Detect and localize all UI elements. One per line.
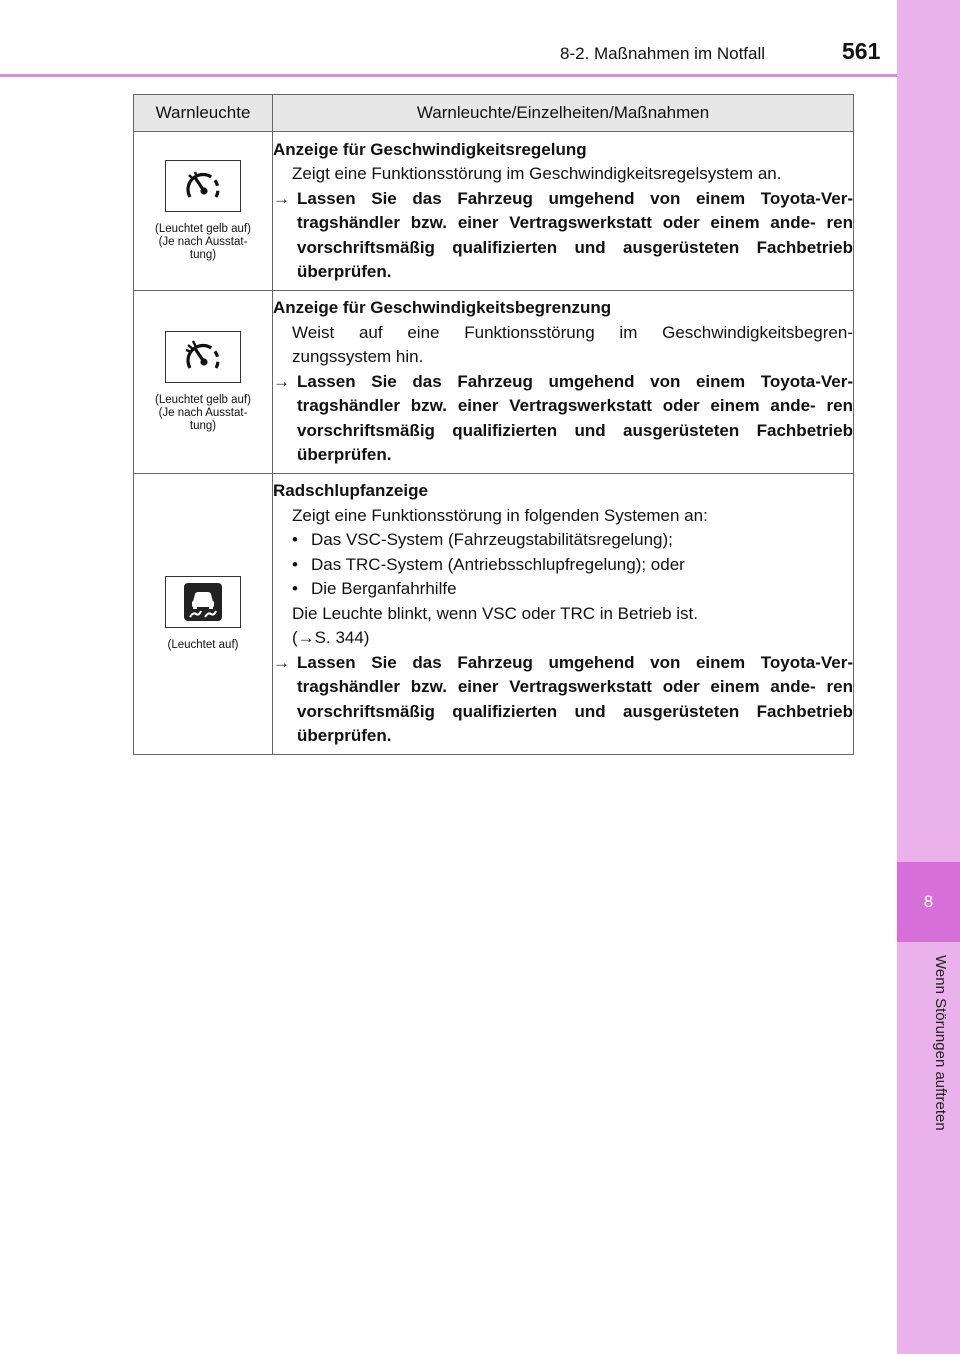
slip-indicator-icon bbox=[183, 582, 223, 622]
icon-caption: (Leuchtet auf) bbox=[167, 639, 239, 651]
icon-cell bbox=[134, 474, 273, 755]
icon-frame bbox=[165, 160, 241, 212]
speed-limiter-warning-icon bbox=[181, 337, 225, 377]
chapter-number: 8 bbox=[897, 862, 960, 942]
list-item: • Das TRC-System (Antriebsschlupfregelung); oder bbox=[292, 554, 685, 574]
table-row bbox=[134, 291, 854, 474]
details-cell bbox=[273, 474, 854, 755]
column-header-details: Warnleuchte/Einzelheiten/Maßnahmen bbox=[273, 95, 854, 132]
details-cell bbox=[273, 291, 854, 474]
icon-cell bbox=[134, 132, 273, 291]
speed-control-warning-icon bbox=[181, 166, 225, 206]
list-item: • Die Berganfahrhilfe bbox=[292, 579, 457, 599]
icon-caption: (Leuchtet gelb auf) (Je nach Ausstat- tung) bbox=[155, 394, 251, 432]
icon-frame bbox=[165, 331, 241, 383]
header-divider bbox=[0, 74, 897, 77]
icon-cell bbox=[134, 291, 273, 474]
table-header-row bbox=[134, 95, 854, 132]
row-title: Anzeige für Geschwindigkeitsbegrenzung bbox=[273, 298, 612, 318]
row-action: → Lassen Sie das Fahrzeug umgehend von einem Toyota-Ver- tragshändler bzw. einer Vertragswerkstatt oder einem ande- ren vorschriftsmäßig qualifizierten und ausgerüsteten Fachbetrieb überprüfen. bbox=[273, 371, 853, 465]
details-cell bbox=[273, 132, 854, 291]
page-number: 561 bbox=[842, 38, 881, 64]
table-row bbox=[134, 474, 854, 755]
chapter-title: Wenn Störungen auftreten bbox=[932, 955, 949, 1131]
icon-frame bbox=[165, 576, 241, 628]
row-description: Zeigt eine Funktionsstörung im Geschwindigkeitsregelsystem an. bbox=[292, 164, 782, 183]
arrow-icon: → bbox=[273, 371, 290, 391]
icon-caption: (Leuchtet gelb auf) (Je nach Ausstat- tung) bbox=[155, 223, 251, 261]
row-action: → Lassen Sie das Fahrzeug umgehend von einem Toyota-Ver- tragshändler bzw. einer Vertragswerkstatt oder einem ande- ren vorschriftsmäßig qualifizierten und ausgerüsteten Fachbetrieb überprüfen. bbox=[273, 188, 853, 281]
warning-light-table bbox=[133, 94, 854, 755]
chapter-side-tab bbox=[897, 0, 960, 1354]
row-note: Die Leuchte blinkt, wenn VSC oder TRC in Betrieb ist. bbox=[292, 603, 698, 623]
page-reference: (→S. 344) bbox=[292, 628, 370, 648]
arrow-icon: → bbox=[273, 188, 290, 208]
table-row bbox=[134, 132, 854, 291]
row-description: Zeigt eine Funktionsstörung in folgenden Systemen an: bbox=[292, 505, 708, 525]
row-action: → Lassen Sie das Fahrzeug umgehend von einem Toyota-Ver- tragshändler bzw. einer Vertragswerkstatt oder einem ande- ren vorschriftsmäßig qualifizierten und ausgerüsteten Fachbetrieb überprüfen. bbox=[273, 652, 853, 746]
arrow-icon: → bbox=[273, 652, 290, 672]
row-description: Weist auf eine Funktionsstörung im Geschwindigkeitsbegren- zungssystem hin. bbox=[292, 322, 853, 367]
row-title: Radschlupfanzeige bbox=[273, 481, 428, 501]
header-section-title: 8-2. Maßnahmen im Notfall bbox=[560, 44, 766, 63]
row-title: Anzeige für Geschwindigkeitsregelung bbox=[273, 139, 587, 159]
column-header-warnleuchte: Warnleuchte bbox=[134, 95, 273, 132]
list-item: • Das VSC-System (Fahrzeugstabilitätsregelung); bbox=[292, 530, 673, 550]
